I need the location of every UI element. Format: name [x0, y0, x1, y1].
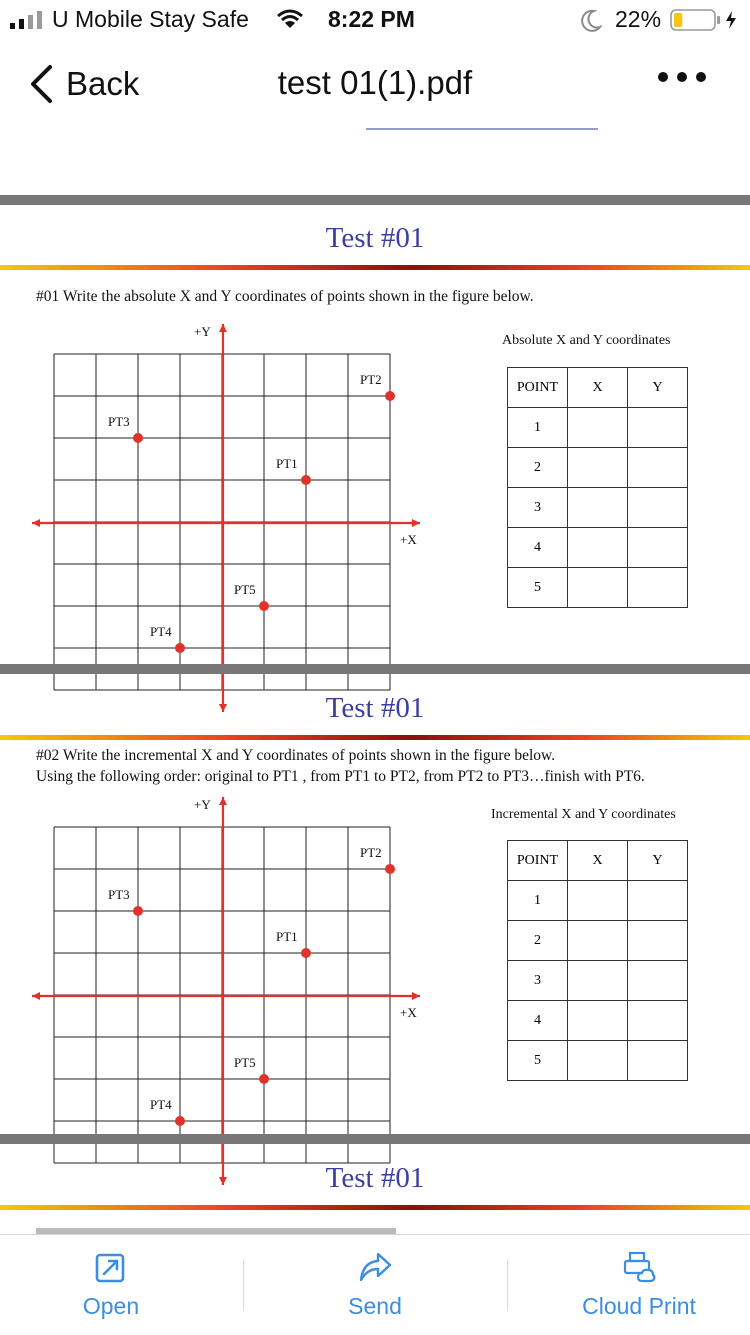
signal-icon [10, 10, 46, 30]
answer-table [507, 367, 688, 608]
row-point: 1 [508, 408, 568, 448]
carrier-name: U Mobile Stay Safe [52, 6, 249, 32]
page-heading: Test #01 [325, 222, 425, 254]
y-axis-label: +Y [194, 324, 211, 339]
point-marker [385, 391, 395, 401]
point-label: PT2 [360, 372, 382, 387]
do-not-disturb-icon [580, 8, 602, 34]
cloud-print-label: Cloud Print [582, 1293, 696, 1319]
point-label: PT1 [276, 929, 298, 944]
point-marker [259, 1074, 269, 1084]
column-header: POINT [508, 368, 568, 408]
cloud-printer-icon [622, 1251, 656, 1283]
point-marker [133, 906, 143, 916]
page-separator [0, 1134, 750, 1144]
battery-percent: 22% [615, 6, 662, 32]
row-point: 3 [508, 488, 568, 528]
navigation-bar [0, 40, 750, 128]
coordinate-figure [20, 318, 440, 658]
chevron-left-icon [28, 64, 54, 104]
point-marker [175, 1116, 185, 1126]
battery-charging-icon [670, 9, 744, 31]
status-bar [0, 0, 750, 40]
row-point: 2 [508, 921, 568, 961]
clock-time: 8:22 PM [328, 6, 415, 32]
table-row [508, 528, 688, 568]
coordinate-figure [20, 791, 440, 1131]
row-point: 2 [508, 448, 568, 488]
x-axis-label: +X [400, 1005, 417, 1020]
row-point: 1 [508, 881, 568, 921]
column-header: Y [628, 841, 688, 881]
cloud-print-button[interactable] [514, 1235, 750, 1335]
table-row [508, 568, 688, 608]
column-header: X [568, 841, 628, 881]
table-header-row [508, 841, 688, 881]
row-point: 4 [508, 1001, 568, 1041]
table-row [508, 1041, 688, 1081]
share-arrow-icon [358, 1251, 392, 1283]
open-external-icon [95, 1251, 127, 1283]
open-button[interactable] [0, 1235, 236, 1335]
toolbar-divider [243, 1259, 244, 1311]
answer-table [507, 840, 688, 1081]
table-row [508, 448, 688, 488]
point-marker [301, 475, 311, 485]
point-marker [385, 864, 395, 874]
page-heading: Test #01 [325, 692, 425, 724]
point-label: PT5 [234, 582, 256, 597]
row-point: 5 [508, 568, 568, 608]
y-axis-label: +Y [194, 797, 211, 812]
point-marker [301, 948, 311, 958]
page-separator [0, 195, 750, 205]
x-axis-arrow [32, 519, 40, 527]
row-point: 5 [508, 1041, 568, 1081]
back-button[interactable] [28, 62, 139, 106]
toolbar-divider [507, 1259, 508, 1311]
x-axis-label: +X [400, 532, 417, 547]
open-label: Open [82, 1293, 140, 1319]
send-label: Send [348, 1293, 402, 1319]
page-heading: Test #01 [325, 1162, 425, 1194]
table-row [508, 921, 688, 961]
bottom-toolbar [0, 1234, 750, 1335]
point-label: PT3 [108, 887, 130, 902]
question-text-line2: Using the following order: original to PT1 , from PT1 to PT2, from PT2 to PT3…finish with PT6. [36, 768, 645, 785]
question-text: #01 Write the absolute X and Y coordinates of points shown in the figure below. [36, 288, 534, 305]
table-row [508, 881, 688, 921]
x-axis-arrow [412, 519, 420, 527]
point-marker [175, 643, 185, 653]
ellipsis-icon[interactable] [656, 70, 708, 84]
point-label: PT3 [108, 414, 130, 429]
point-label: PT2 [360, 845, 382, 860]
table-row [508, 961, 688, 1001]
point-marker [133, 433, 143, 443]
heading-rule [0, 735, 750, 740]
point-label: PT4 [150, 1097, 172, 1112]
table-caption: Incremental X and Y coordinates [491, 807, 676, 822]
cut-off-text [366, 128, 598, 130]
heading-rule [0, 265, 750, 270]
point-marker [259, 601, 269, 611]
table-caption: Absolute X and Y coordinates [502, 333, 671, 348]
y-axis-arrow [219, 324, 227, 332]
column-header: X [568, 368, 628, 408]
x-axis-arrow [412, 992, 420, 1000]
row-point: 4 [508, 528, 568, 568]
table-row [508, 488, 688, 528]
table-row [508, 408, 688, 448]
document-title: test 01(1).pdf [277, 64, 473, 101]
wifi-icon [276, 8, 304, 30]
send-button[interactable] [250, 1235, 500, 1335]
point-label: PT4 [150, 624, 172, 639]
column-header: Y [628, 368, 688, 408]
table-header-row [508, 368, 688, 408]
column-header: POINT [508, 841, 568, 881]
y-axis-arrow [219, 797, 227, 805]
heading-rule [0, 1205, 750, 1210]
row-point: 3 [508, 961, 568, 1001]
table-row [508, 1001, 688, 1041]
back-label: Back [66, 65, 140, 102]
point-label: PT5 [234, 1055, 256, 1070]
question-text: #02 Write the incremental X and Y coordinates of points shown in the figure below. [36, 747, 556, 764]
x-axis-arrow [32, 992, 40, 1000]
page-separator [0, 664, 750, 674]
pdf-viewer[interactable] [0, 128, 750, 1234]
point-label: PT1 [276, 456, 298, 471]
